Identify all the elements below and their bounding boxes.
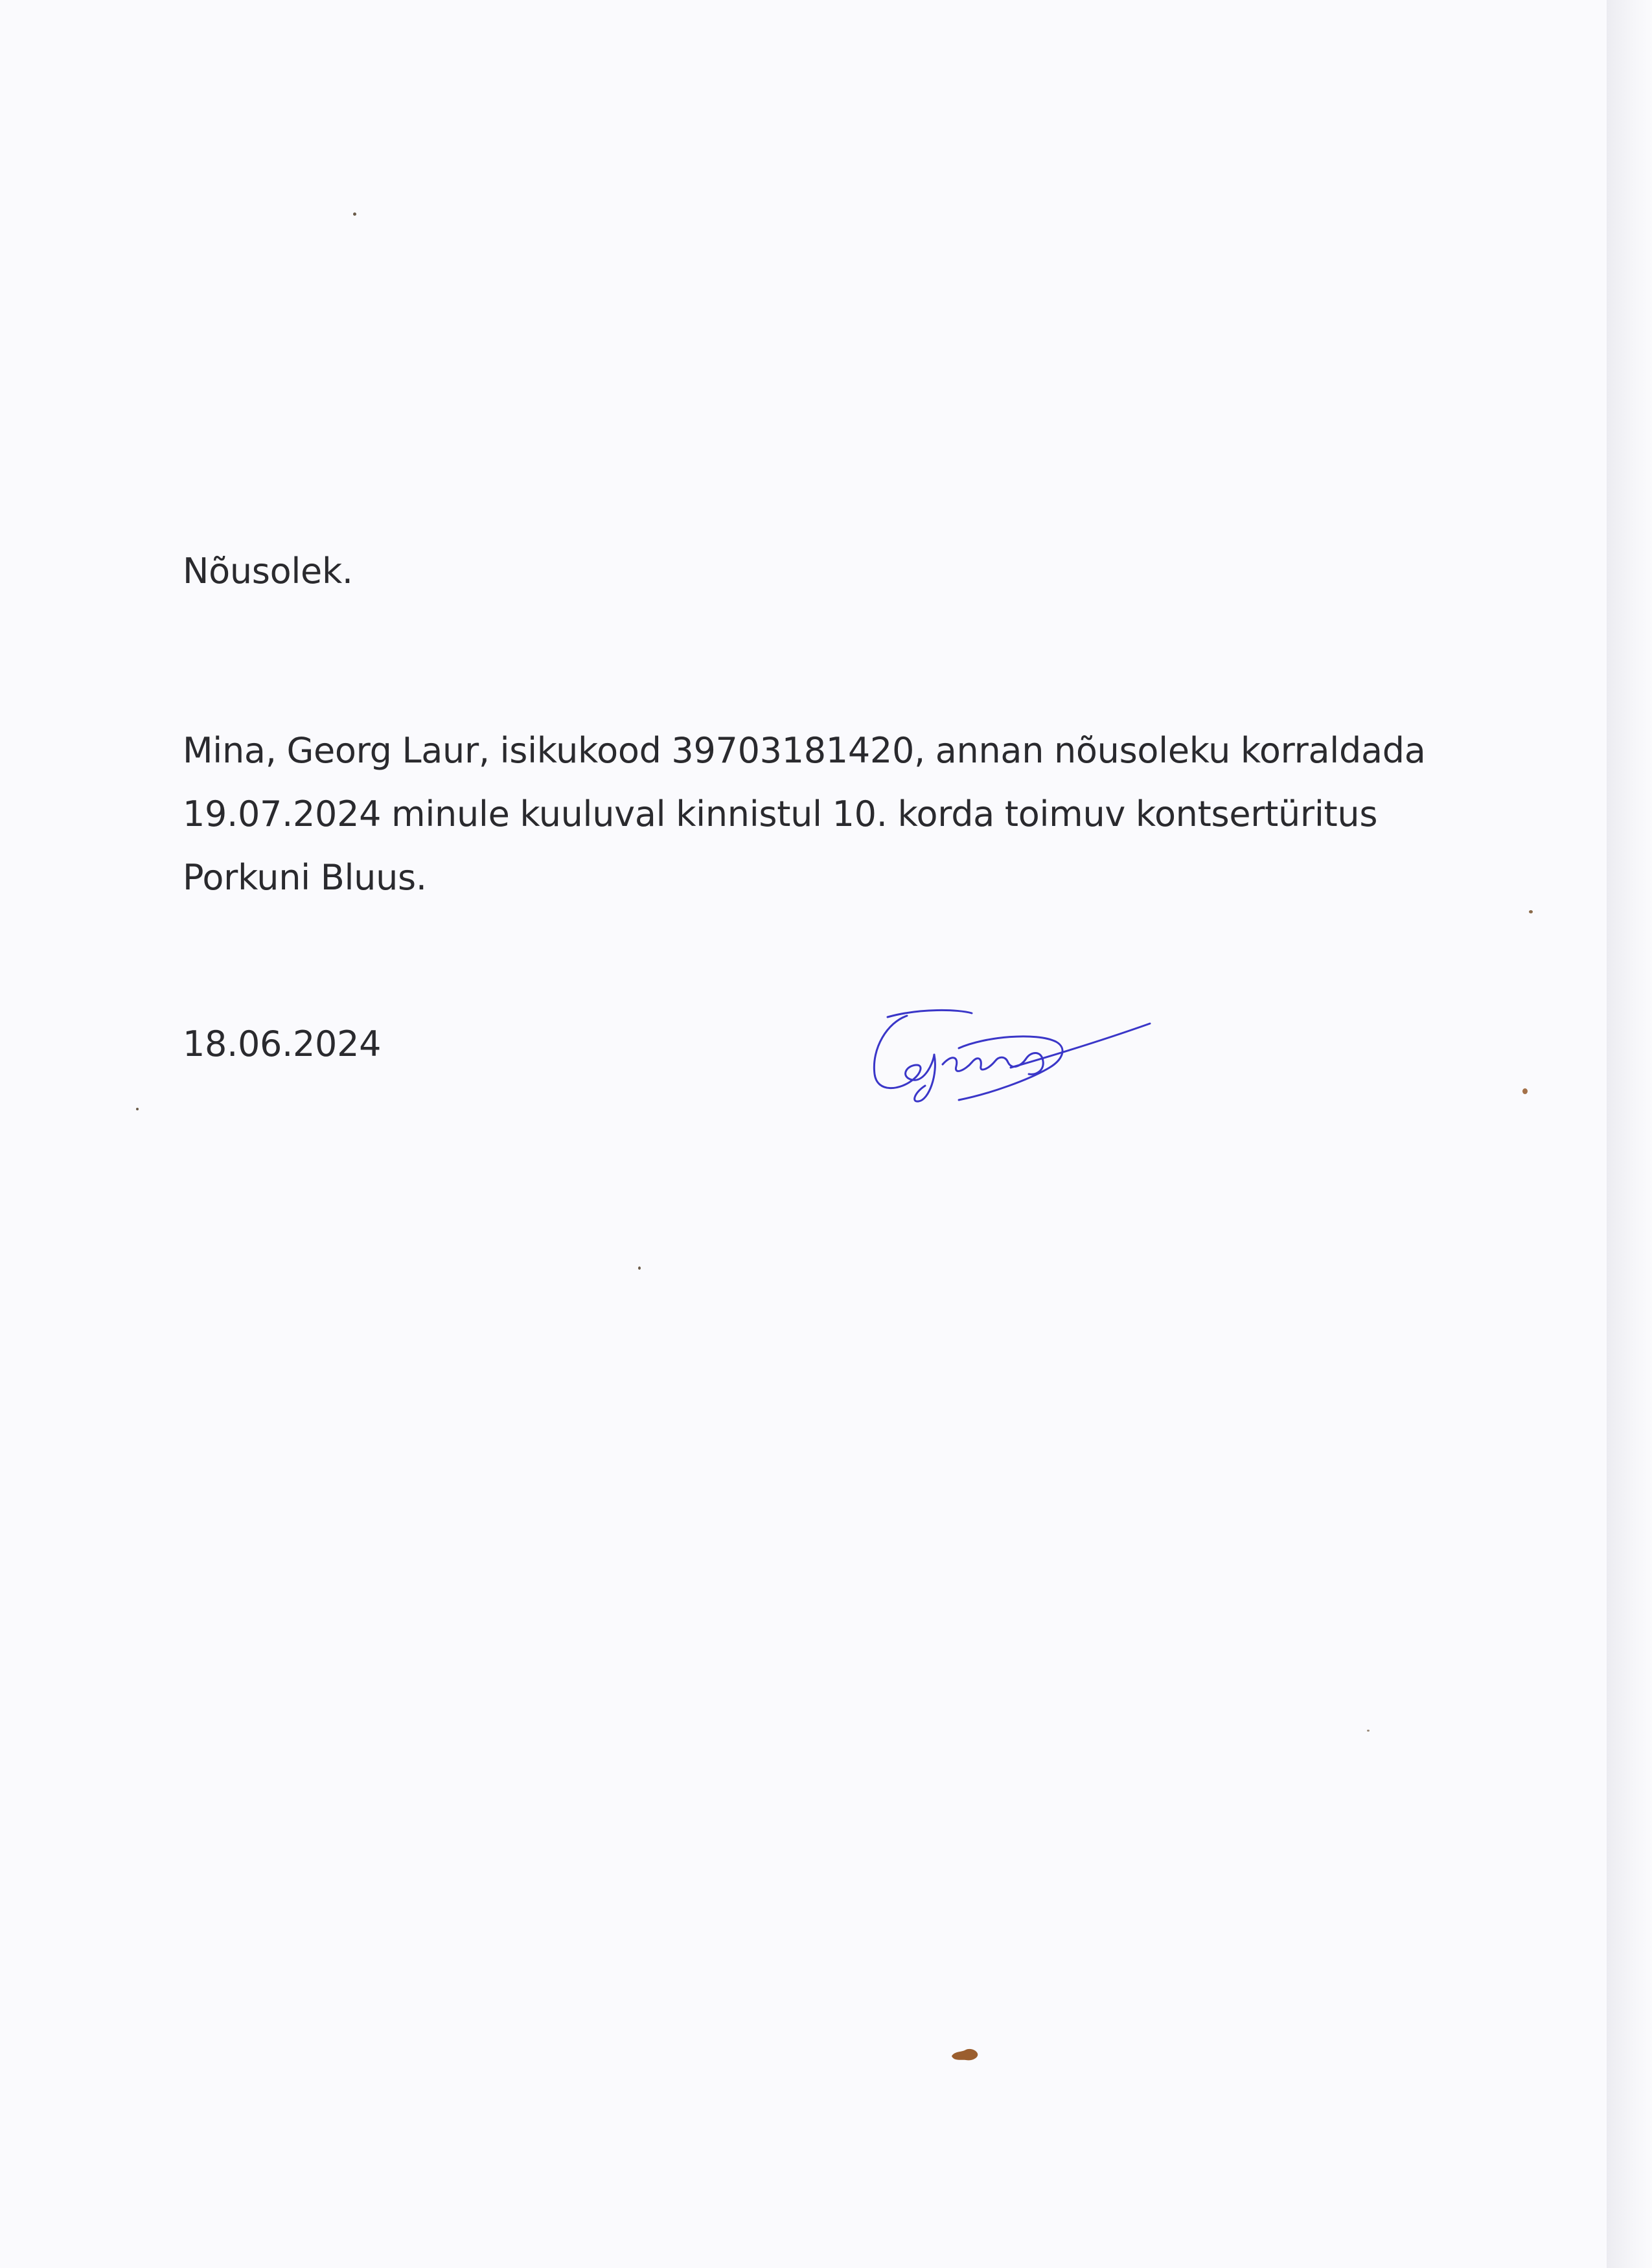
speck (1522, 1088, 1528, 1094)
document-date: 18.06.2024 (183, 1024, 382, 1064)
speck (1529, 910, 1533, 913)
signature (862, 1003, 1160, 1116)
stain (949, 2047, 980, 2064)
document-title: Nõusolek. (183, 551, 353, 591)
speck (1367, 1730, 1370, 1732)
speck (136, 1108, 139, 1110)
document-body: Mina, Georg Laur, isikukood 39703181420, annan nõusoleku korraldada 19.07.2024 minule kuuluval kinnistul 10. korda toimuv kontsertüritus Porkuni Bluus. (183, 730, 1426, 898)
speck (638, 1266, 641, 1270)
page-edge-shadow (1607, 0, 1652, 2268)
speck (353, 212, 356, 216)
